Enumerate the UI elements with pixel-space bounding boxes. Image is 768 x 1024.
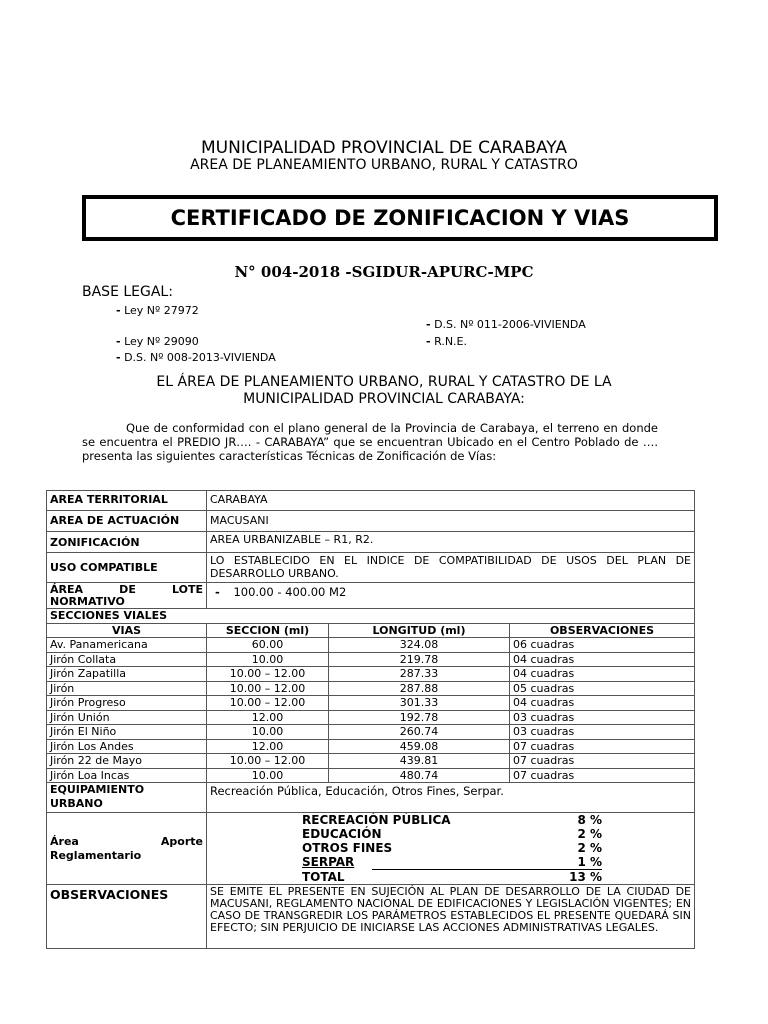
base-legal-item <box>116 304 199 317</box>
via-name: Jirón El Niño <box>47 725 207 740</box>
table-row <box>47 754 695 769</box>
aporte-values <box>207 813 695 885</box>
table-row <box>47 768 695 783</box>
via-seccion: 12.00 <box>207 710 329 725</box>
via-seccion: 12.00 <box>207 739 329 754</box>
observaciones-value: SE EMITE EL PRESENTE EN SUJECIÓN AL PLAN DE DESARROLLO DE LA CIUDAD DE MACUSANI, REGLAMENTO NACIONAL DE EDIFICACIONES Y LEGISLACIÓN VIGENTES; EN CASO DE TRANSGREDIR LOS PARÁMETROS ESTABLECIDOS EL PRESENTE QUEDARÁ SIN EFECTO; SIN PERJUICIO DE INICIARSE LAS ACCIONES ADMINISTRATIVAS LEGALES. <box>207 885 695 949</box>
table-row <box>47 710 695 725</box>
via-observaciones: 04 cuadras <box>510 652 695 667</box>
intro-heading-line: EL ÁREA DE PLANEAMIENTO URBANO, RURAL Y CATASTRO DE LA <box>156 374 612 390</box>
vias-header: SECCION (ml) <box>207 624 329 638</box>
organization-title: MUNICIPALIDAD PROVINCIAL DE CARABAYA <box>201 138 567 158</box>
area-lote-label-line: ÁREA DE LOTE <box>50 583 203 596</box>
area-actuacion-label: AREA DE ACTUACIÓN <box>47 511 207 532</box>
base-legal-text: Ley Nº 29090 <box>124 335 199 348</box>
certificate-title: CERTIFICADO DE ZONIFICACION Y VIAS <box>170 206 630 230</box>
vias-header: OBSERVACIONES <box>510 624 695 638</box>
bullet-dash: - <box>116 335 121 348</box>
via-seccion: 10.00 – 12.00 <box>207 754 329 769</box>
intro-heading <box>0 374 768 408</box>
aporte-value: 8 % <box>577 813 602 827</box>
via-longitud: 301.33 <box>329 696 510 711</box>
via-seccion: 10.00 – 12.00 <box>207 696 329 711</box>
base-legal-text: Ley Nº 27972 <box>124 304 199 317</box>
aporte-label <box>47 813 207 885</box>
table-row <box>47 681 695 696</box>
observaciones-label: OBSERVACIONES <box>47 885 207 949</box>
via-longitud: 260.74 <box>329 725 510 740</box>
aporte-item <box>210 855 691 870</box>
table-row <box>47 885 695 949</box>
via-observaciones: 07 cuadras <box>510 754 695 769</box>
via-name: Jirón Unión <box>47 710 207 725</box>
base-legal-item <box>116 351 276 364</box>
equipamiento-label <box>47 783 207 813</box>
via-name: Jirón <box>47 681 207 696</box>
table-row <box>47 725 695 740</box>
bullet-dash: - <box>426 335 431 348</box>
area-lote-value-cell <box>207 583 695 609</box>
via-observaciones: 07 cuadras <box>510 768 695 783</box>
table-row <box>47 813 695 885</box>
certificate-title-box <box>82 195 718 241</box>
area-territorial-value: CARABAYA <box>207 491 695 511</box>
via-longitud: 219.78 <box>329 652 510 667</box>
aporte-value: 2 % <box>577 841 602 855</box>
table-row <box>47 491 695 511</box>
via-observaciones: 03 cuadras <box>510 725 695 740</box>
secciones-viales-title: SECCIONES VIALES <box>47 609 695 624</box>
aporte-item <box>210 827 691 841</box>
bullet-dash: - <box>116 304 121 317</box>
uso-compatible-label: USO COMPATIBLE <box>47 553 207 583</box>
table-row <box>47 553 695 583</box>
table-row <box>47 638 695 653</box>
uso-compatible-value: LO ESTABLECIDO EN EL INDICE DE COMPATIBILIDAD DE USOS DEL PLAN DE DESARROLLO URBANO. <box>207 553 695 583</box>
via-name: Jirón Los Andes <box>47 739 207 754</box>
base-legal-title: BASE LEGAL: <box>82 284 173 300</box>
zoning-table <box>46 490 695 949</box>
via-longitud: 324.08 <box>329 638 510 653</box>
table-row <box>47 652 695 667</box>
via-longitud: 480.74 <box>329 768 510 783</box>
via-longitud: 287.88 <box>329 681 510 696</box>
via-seccion: 10.00 <box>207 652 329 667</box>
aporte-item <box>210 841 691 855</box>
aporte-name: RECREACIÓN PÚBLICA <box>302 813 451 827</box>
base-legal-item <box>426 335 467 348</box>
area-territorial-label: AREA TERRITORIAL <box>47 491 207 511</box>
via-observaciones: 03 cuadras <box>510 710 695 725</box>
via-seccion: 10.00 – 12.00 <box>207 667 329 682</box>
via-seccion: 10.00 <box>207 768 329 783</box>
intro-heading-line: MUNICIPALIDAD PROVINCIAL CARABAYA: <box>243 391 525 407</box>
table-row <box>47 532 695 553</box>
bullet-dash: - <box>426 318 431 331</box>
aporte-name: OTROS FINES <box>302 841 393 855</box>
aporte-item <box>210 870 691 884</box>
aporte-value: 13 % <box>569 870 602 884</box>
via-name: Jirón Loa Incas <box>47 768 207 783</box>
base-legal-item <box>116 335 199 348</box>
via-name: Jirón Collata <box>47 652 207 667</box>
via-name: Jirón Progreso <box>47 696 207 711</box>
via-observaciones: 04 cuadras <box>510 667 695 682</box>
aporte-name: SERPAR <box>302 855 355 869</box>
via-observaciones: 04 cuadras <box>510 696 695 711</box>
aporte-value: 2 % <box>577 827 602 841</box>
via-longitud: 459.08 <box>329 739 510 754</box>
area-lote-label <box>47 583 207 609</box>
aporte-label-line: Reglamentario <box>50 848 142 862</box>
aporte-name: EDUCACIÓN <box>302 827 382 841</box>
vias-header: VIAS <box>47 624 207 638</box>
department-subtitle: AREA DE PLANEAMIENTO URBANO, RURAL Y CATASTRO <box>190 157 578 173</box>
zonificacion-value: AREA URBANIZABLE – R1, R2. <box>207 532 695 553</box>
via-seccion: 60.00 <box>207 638 329 653</box>
via-name: Jirón Zapatilla <box>47 667 207 682</box>
aporte-value: 1 % <box>372 855 602 870</box>
via-longitud: 192.78 <box>329 710 510 725</box>
base-legal-text: D.S. Nº 008-2013-VIVIENDA <box>124 351 276 364</box>
area-actuacion-value: MACUSANI <box>207 511 695 532</box>
bullet-dash: - <box>116 351 121 364</box>
base-legal-text: R.N.E. <box>434 335 467 348</box>
base-legal-text: D.S. Nº 011-2006-VIVIENDA <box>434 318 586 331</box>
table-row <box>47 696 695 711</box>
bullet-dash: - <box>215 585 220 599</box>
zonificacion-label: ZONIFICACIÓN <box>47 532 207 553</box>
aporte-item <box>210 813 691 827</box>
vias-header: LONGITUD (ml) <box>329 624 510 638</box>
via-observaciones: 07 cuadras <box>510 739 695 754</box>
intro-paragraph: Que de conformidad con el plano general de la Provincia de Carabaya, el terreno en donde se encuentra el PREDIO JR…. - CARABAYA” que se encuentran Ubicado en el Centro Poblado de …. presenta las siguientes características Técnicas de Zonificación de Vías: <box>82 421 658 463</box>
via-longitud: 439.81 <box>329 754 510 769</box>
table-row <box>47 667 695 682</box>
table-row <box>47 609 695 624</box>
equipamiento-label-line: URBANO <box>50 797 103 810</box>
via-seccion: 10.00 <box>207 725 329 740</box>
via-observaciones: 06 cuadras <box>510 638 695 653</box>
via-name: Av. Panamericana <box>47 638 207 653</box>
area-lote-label-line: NORMATIVO <box>50 595 125 608</box>
aporte-name: TOTAL <box>302 870 345 884</box>
via-name: Jirón 22 de Mayo <box>47 754 207 769</box>
equipamiento-label-line: EQUIPAMIENTO <box>50 783 145 796</box>
table-row <box>47 783 695 813</box>
certificate-number: N° 004-2018 -SGIDUR-APURC-MPC <box>234 263 534 281</box>
table-row <box>47 739 695 754</box>
aporte-label-line: Área Aporte <box>50 834 203 848</box>
via-observaciones: 05 cuadras <box>510 681 695 696</box>
via-seccion: 10.00 – 12.00 <box>207 681 329 696</box>
via-longitud: 287.33 <box>329 667 510 682</box>
table-row <box>47 583 695 609</box>
area-lote-value: 100.00 - 400.00 M2 <box>233 585 347 599</box>
equipamiento-value: Recreación Pública, Educación, Otros Fines, Serpar. <box>207 783 695 813</box>
vias-header-row <box>47 624 695 638</box>
table-row <box>47 511 695 532</box>
base-legal-item <box>426 318 586 331</box>
